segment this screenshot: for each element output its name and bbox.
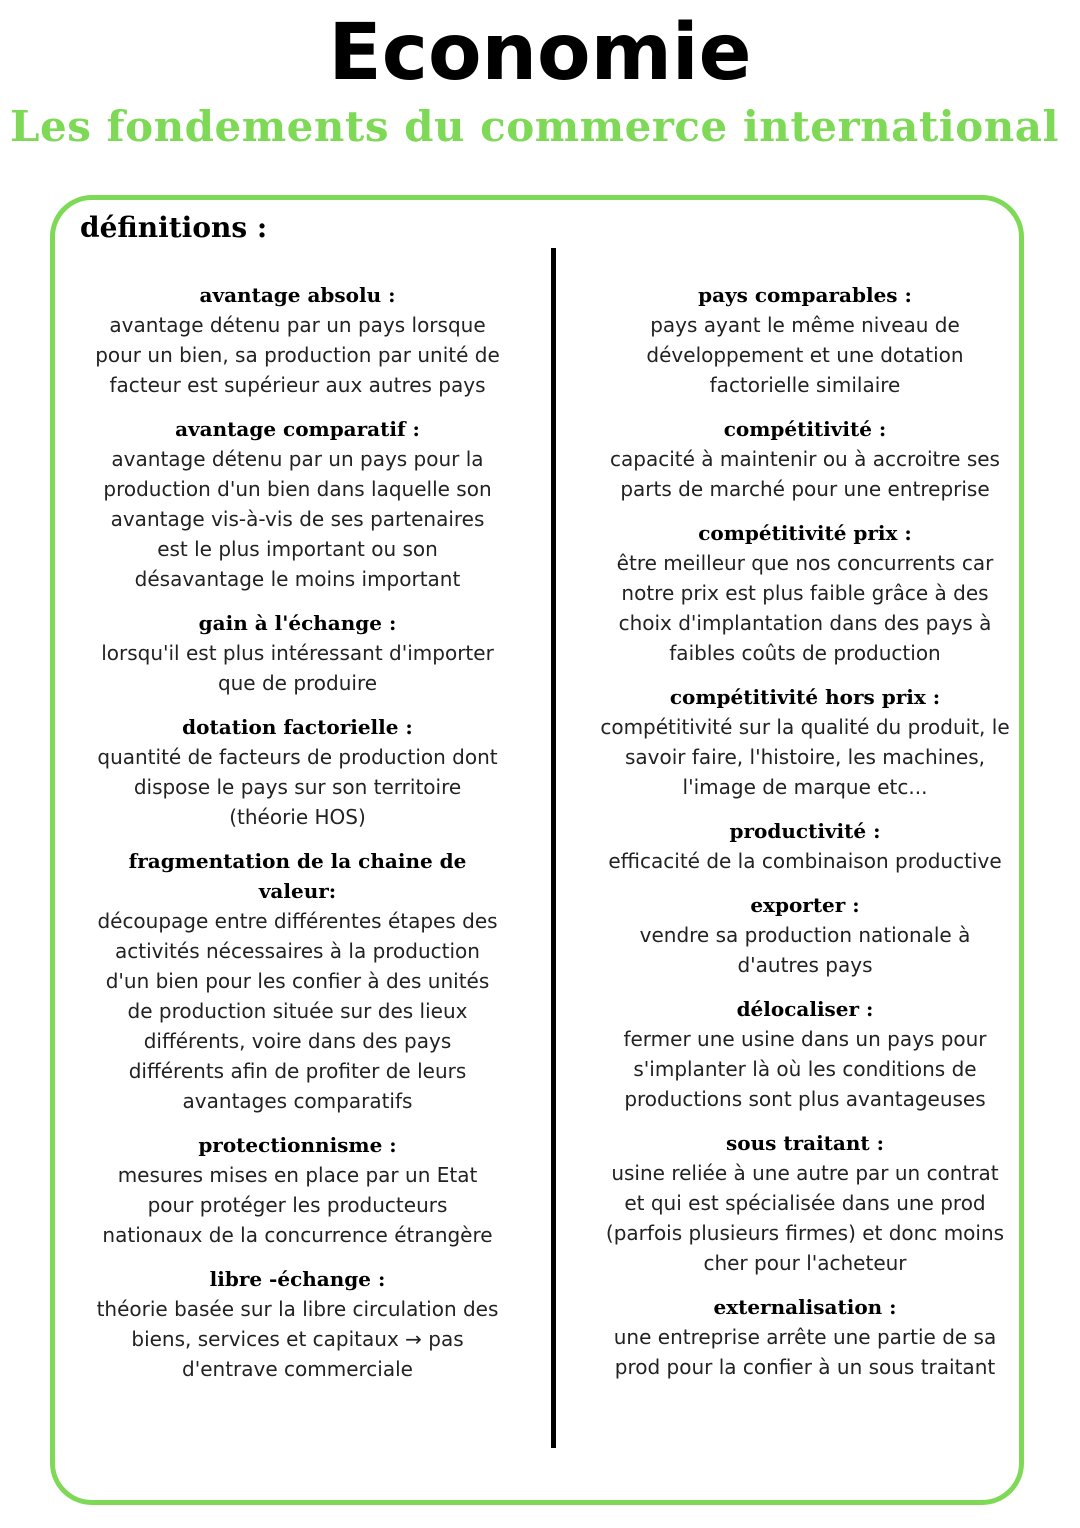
term-name: délocaliser : [736, 997, 874, 1021]
definition-item [600, 1128, 1010, 1278]
term-definition: être meilleur que nos concurrents car notre prix est plus faible grâce à des choix d'implantation dans des pays à faibles coûts de production [616, 551, 994, 665]
definition-item [600, 414, 1010, 504]
term-definition: compétitivité sur la qualité du produit, le savoir faire, l'histoire, les machines, l'image de marque etc... [600, 715, 1010, 799]
term-definition: mesures mises en place par un Etat pour protéger les producteurs nationaux de la concurrence étrangère [102, 1163, 493, 1247]
term-name: externalisation : [713, 1295, 897, 1319]
definition-item [95, 608, 500, 698]
definition-item [600, 280, 1010, 400]
definition-item [95, 846, 500, 1116]
term-name: dotation factorielle : [182, 715, 413, 739]
definition-item [600, 1292, 1010, 1382]
definition-item [600, 682, 1010, 802]
term-name: avantage comparatif : [175, 417, 420, 441]
page-subtitle: Les fondements du commerce international [10, 102, 1059, 151]
term-definition: efficacité de la combinaison productive [608, 849, 1002, 873]
term-name: sous traitant : [725, 1131, 885, 1155]
term-name: exporter : [750, 893, 860, 917]
column-divider [551, 248, 556, 1448]
definition-item [600, 994, 1010, 1114]
term-name: fragmentation de la chaine de valeur: [128, 849, 467, 903]
definition-item [95, 1130, 500, 1250]
term-name: compétitivité : [723, 417, 887, 441]
term-definition: une entreprise arrête une partie de sa prod pour la confier à un sous traitant [613, 1325, 997, 1379]
term-definition: lorsqu'il est plus intéressant d'importer que de produire [101, 641, 494, 695]
definitions-heading: définitions : [80, 211, 268, 244]
definition-item [600, 518, 1010, 668]
definition-item [95, 414, 500, 594]
term-name: productivité : [729, 819, 881, 843]
definition-item [600, 890, 1010, 980]
term-name: libre -échange : [209, 1267, 386, 1291]
definition-item [95, 712, 500, 832]
term-definition: vendre sa production nationale à d'autres pays [639, 923, 971, 977]
term-name: gain à l'échange : [198, 611, 397, 635]
definition-item [95, 280, 500, 400]
term-definition: capacité à maintenir ou à accroitre ses parts de marché pour une entreprise [610, 447, 1000, 501]
left-column [95, 280, 500, 1398]
page-title: Economie [328, 8, 752, 98]
term-definition: avantage détenu par un pays pour la production d'un bien dans laquelle son avantage vis-à-vis de ses partenaires est le plus important ou son désavantage le moins important [103, 447, 492, 591]
right-column [600, 280, 1010, 1396]
term-definition: usine reliée à une autre par un contrat et qui est spécialisée dans une prod (parfois plusieurs firmes) et donc moins cher pour l'acheteur [605, 1161, 1005, 1275]
term-definition: découpage entre différentes étapes des activités nécessaires à la production d'un bien pour les confier à des unités de production située sur des lieux différents, voire dans des pays différents afin de profiter de leurs avantages comparatifs [97, 909, 498, 1113]
term-definition: fermer une usine dans un pays pour s'implanter là où les conditions de productions sont plus avantageuses [623, 1027, 987, 1111]
term-name: avantage absolu : [199, 283, 396, 307]
term-definition: avantage détenu par un pays lorsque pour un bien, sa production par unité de facteur est supérieur aux autres pays [95, 313, 500, 397]
definition-item [95, 1264, 500, 1384]
term-name: protectionnisme : [198, 1133, 397, 1157]
term-definition: pays ayant le même niveau de développement et une dotation factorielle similaire [646, 313, 964, 397]
term-definition: quantité de facteurs de production dont dispose le pays sur son territoire (théorie HOS) [97, 745, 498, 829]
term-name: compétitivité prix : [698, 521, 912, 545]
term-name: pays comparables : [698, 283, 912, 307]
term-definition: théorie basée sur la libre circulation des biens, services et capitaux → pas d'entrave commerciale [96, 1297, 499, 1381]
definition-item [600, 816, 1010, 876]
term-name: compétitivité hors prix : [669, 685, 941, 709]
